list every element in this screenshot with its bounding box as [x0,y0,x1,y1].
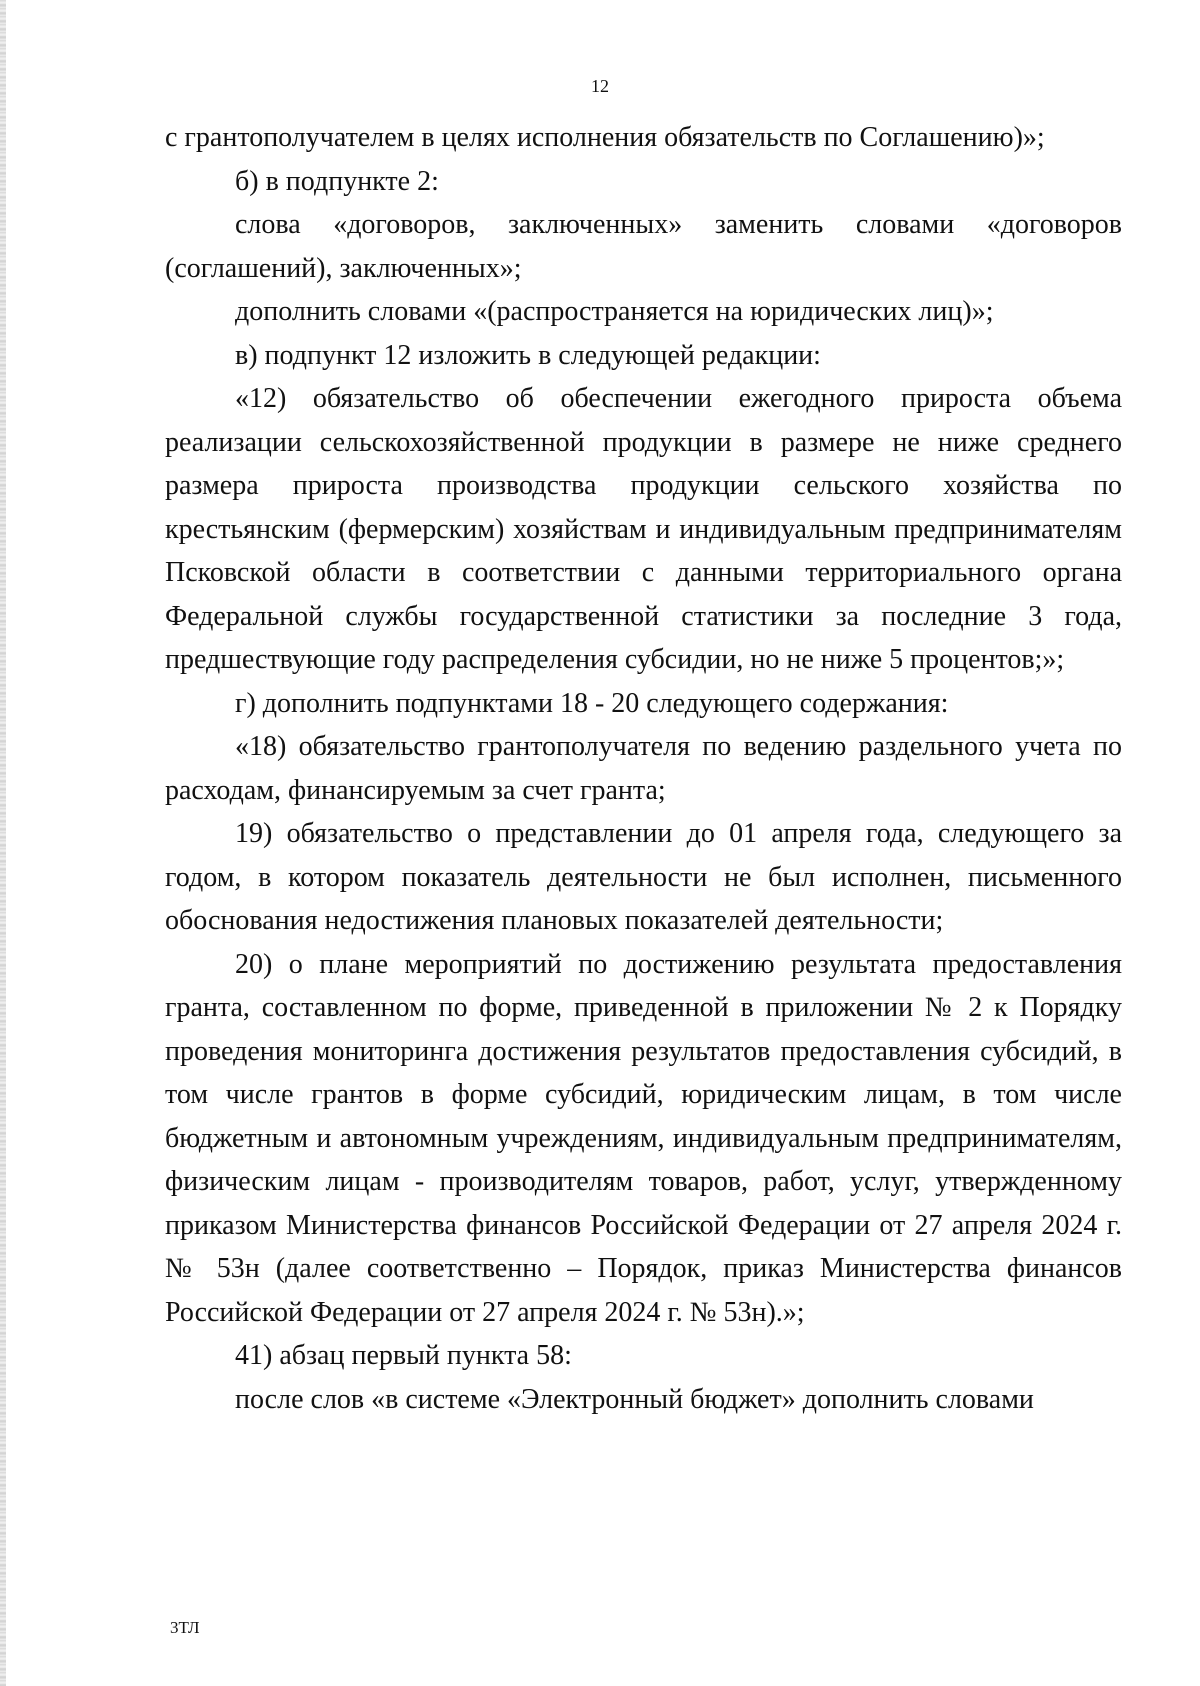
page-number: 12 [591,76,609,96]
paragraph-10: 20) о плане мероприятий по достижению результата предоставления гранта, составленном по форме, приведенной в приложении № 2 к Порядку проведения мониторинга достижения результатов предоставления субсидий, в том числе грантов в форме субсидий, юридическим лицам, в том числе бюджетным и автономным учреждениям, индивидуальным предпринимателям, физическим лицам - производителям товаров, работ, услуг, утвержденному приказом Министерства финансов Российской Федерации от 27 апреля 2024 г. № 53н (далее соответственно – Порядок, приказ Министерства финансов Российской Федерации от 27 апреля 2024 г. № 53н).»; [165,948,1122,1328]
paragraph-12: после слов «в системе «Электронный бюджет» дополнить словами [235,1383,1034,1415]
paragraph-5: в) подпункт 12 изложить в следующей редакции: [235,339,821,371]
paragraph-11: 41) абзац первый пункта 58: [235,1340,572,1371]
paragraph-9: 19) обязательство о представлении до 01 апреля года, следующего за годом, в котором показатель деятельности не был исполнен, письменного обоснования недостижения плановых показателей деятельности; [165,818,1122,936]
scan-edge [0,0,6,1686]
paragraph-3: слова «договоров, заключенных» заменить словами «договоров (соглашений), заключенных»; [165,209,1122,284]
paragraph-2: б) в подпункте 2: [235,165,439,197]
document-body [165,116,1122,1421]
footer-mark: 3ТЛ [170,1618,200,1637]
paragraph-4: дополнить словами «(распространяется на юридических лиц)»; [235,296,994,327]
paragraph-8: «18) обязательство грантополучателя по ведению раздельного учета по расходам, финансируемым за счет гранта; [165,731,1122,806]
paragraph-1: с грантополучателем в целях исполнения обязательств по Соглашению)»; [165,122,1045,153]
paragraph-6: «12) обязательство об обеспечении ежегодного прироста объема реализации сельскохозяйственной продукции в размере не ниже среднего размера прироста производства продукции сельского хозяйства по крестьянским (фермерским) хозяйствам и индивидуальным предпринимателям Псковской области в соответствии с данными территориального органа Федеральной службы государственной статистики за последние 3 года, предшествующие году распределения субсидии, но не ниже 5 процентов;»; [165,383,1122,675]
paragraph-7: г) дополнить подпунктами 18 - 20 следующего содержания: [235,687,949,719]
